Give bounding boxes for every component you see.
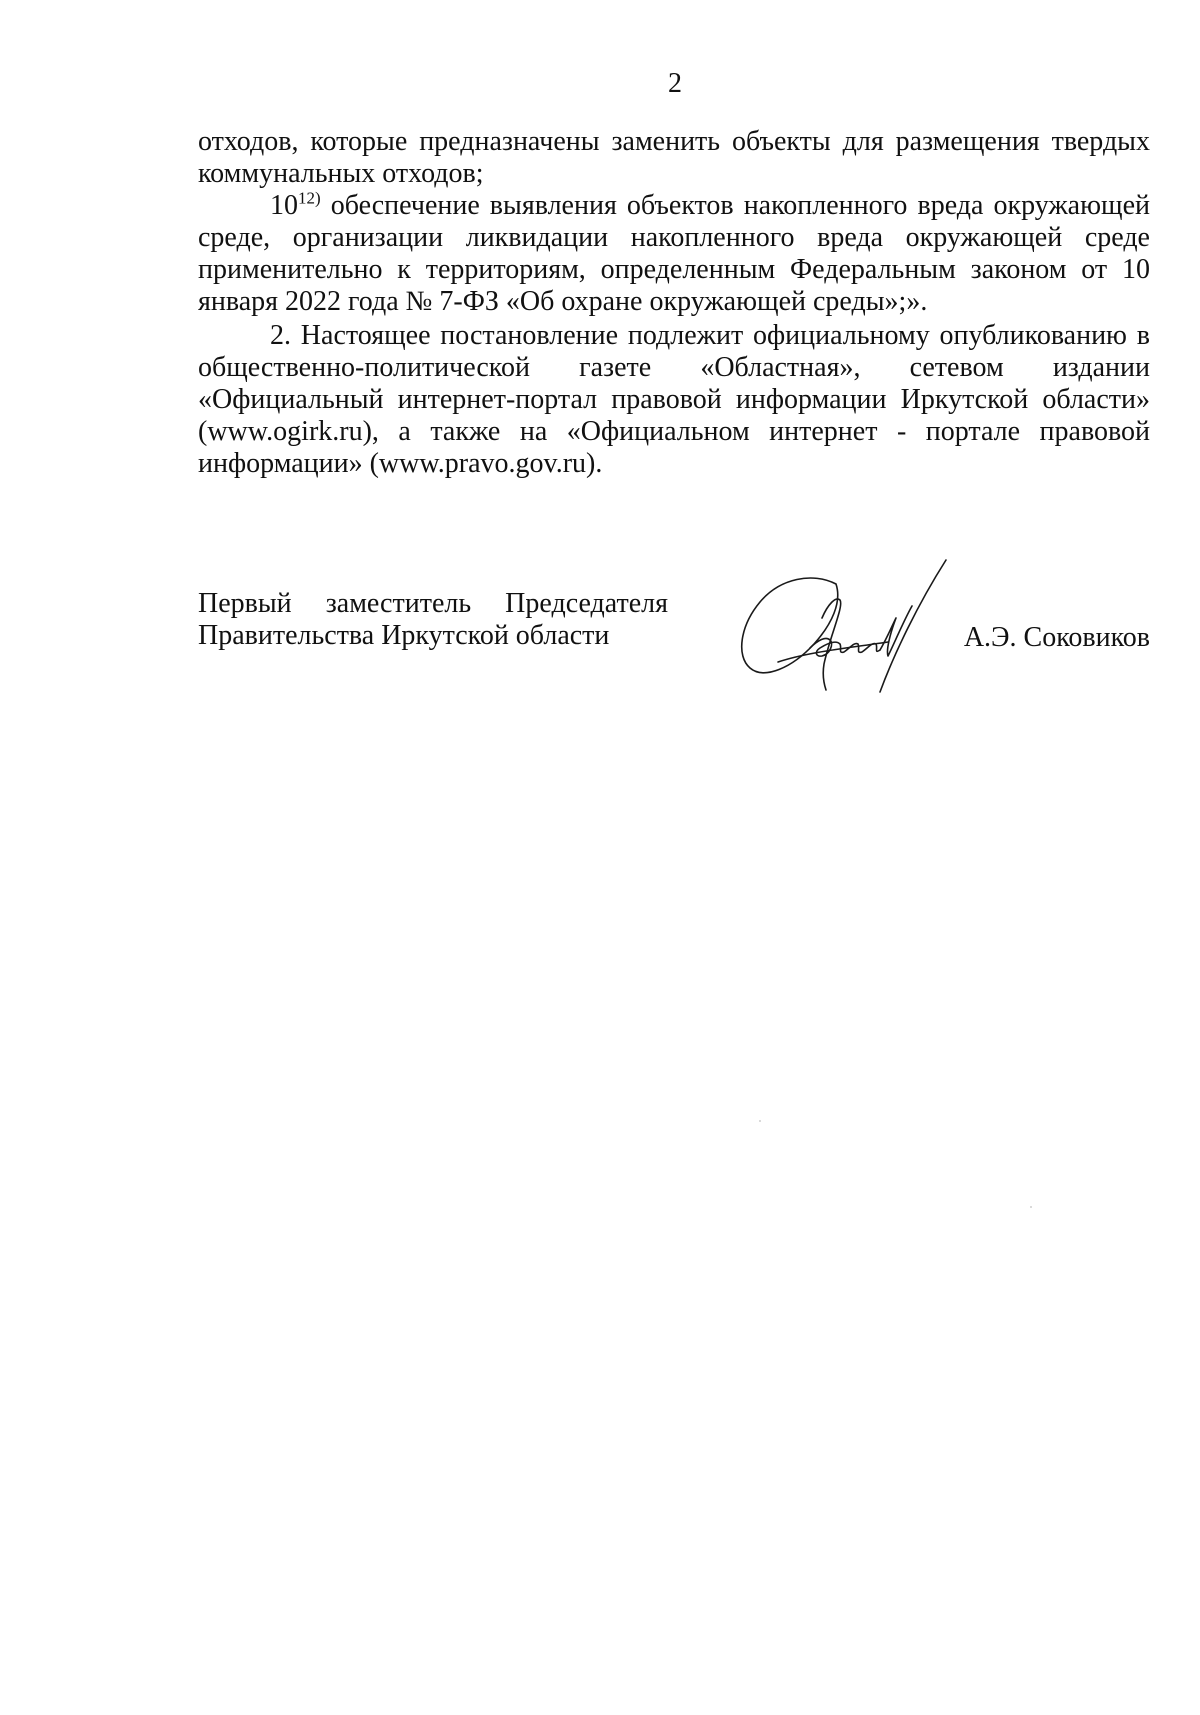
signer-name: А.Э. Соковиков	[963, 622, 1150, 653]
signature-block	[198, 588, 1150, 698]
paragraph-publication: 2. Настоящее постановление подлежит официальному опубликованию в общественно-политической газете «Областная», сетевом издании «Официальный интернет-портал правовой информации Иркутской области» (www.ogirk.ru), а также на «Официальном интернет - портале правовой информации» (www.pravo.gov.ru).	[198, 320, 1150, 479]
handwritten-signature	[718, 544, 958, 704]
document-body	[198, 126, 1150, 480]
item-text: обеспечение выявления объектов накопленного вреда окружающей среде, организации ликвидации накопленного вреда окружающей среде применительно к территориям, определенным Федеральным законом от 10 января 2022 года № 7-ФЗ «Об охране окружающей среды»;».	[198, 190, 1150, 317]
item-number: 10	[270, 190, 298, 221]
signer-position-line-2: Правительства Иркутской области	[198, 620, 610, 651]
signer-position	[198, 588, 668, 652]
scan-speck	[759, 1120, 761, 1122]
paragraph-continuation: отходов, которые предназначены заменить объекты для размещения твердых коммунальных отходов;	[198, 126, 1150, 189]
item-superscript: 12)	[298, 188, 321, 208]
scan-speck	[1030, 1206, 1032, 1208]
signer-position-line-1: Первый заместитель Председателя	[198, 588, 668, 619]
page-number: 2	[668, 68, 682, 99]
paragraph-item-10-12	[198, 190, 1150, 318]
